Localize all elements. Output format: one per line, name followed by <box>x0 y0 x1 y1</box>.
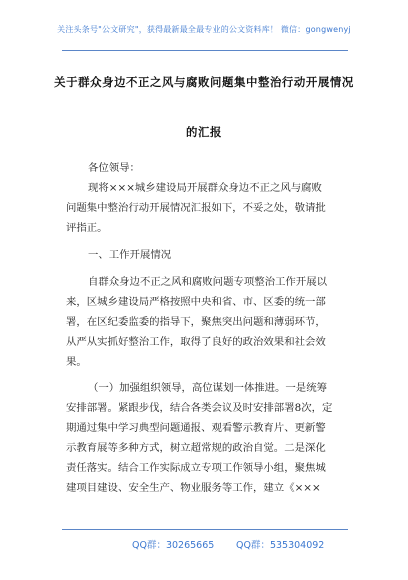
section-para-line: 从严从实抓好整治工作，取得了良好的政治效果和社会效 <box>66 336 326 348</box>
footer-qq-group-2: QQ群：535304092 <box>236 540 325 551</box>
section-para-line: 来，区城乡建设局严格按照中央和省、市、区委的统一部 <box>66 296 326 308</box>
document-title-line-2: 的汇报 <box>186 125 222 139</box>
section-para-line: 果。 <box>66 356 87 368</box>
subsection-para-line: 示教育展等多种方式，树立超常规的政治自觉。二是深化 <box>66 442 326 454</box>
header-divider <box>62 50 348 51</box>
section-heading: 一、工作开展情况 <box>88 249 172 261</box>
intro-line: 评指正。 <box>66 222 108 234</box>
intro-line: 现将×××城乡建设局开展群众身边不正之风与腐败 <box>88 182 322 194</box>
footer-qq-group-1: QQ群：30265665 <box>132 540 215 551</box>
salutation: 各位领导： <box>88 162 140 174</box>
section-para-line: 署，在区纪委监委的指导下，聚焦突出问题和薄弱环节， <box>66 316 326 328</box>
subsection-para-line: 安排部署。紧跟步伐，结合各类会议及时安排部署8次，定 <box>66 402 333 414</box>
subsection-para-line: （一）加强组织领导，高位谋划一体推进。一是统筹 <box>88 382 327 394</box>
subsection-para-line: 期通过集中学习典型问题通报、观看警示教育片、更新警 <box>66 422 326 434</box>
intro-line: 问题集中整治行动开展情况汇报如下，不妥之处，敬请批 <box>66 202 326 214</box>
subsection-para-line: 建项目建设、安全生产、物业服务等工作，建立《××× <box>66 482 321 494</box>
page-header-banner: 关注头条号"公文研究"，获得最新最全最专业的公文资料库！ 微信：gongwenyj <box>57 25 351 34</box>
footer-divider <box>62 529 348 530</box>
section-para-line: 自群众身边不正之风和腐败问题专项整治工作开展以 <box>88 276 327 288</box>
subsection-para-line: 责任落实。结合工作实际成立专项工作领导小组，聚焦城 <box>66 462 326 474</box>
document-title-line-1: 关于群众身边不正之风与腐败问题集中整治行动开展情况 <box>54 75 354 89</box>
